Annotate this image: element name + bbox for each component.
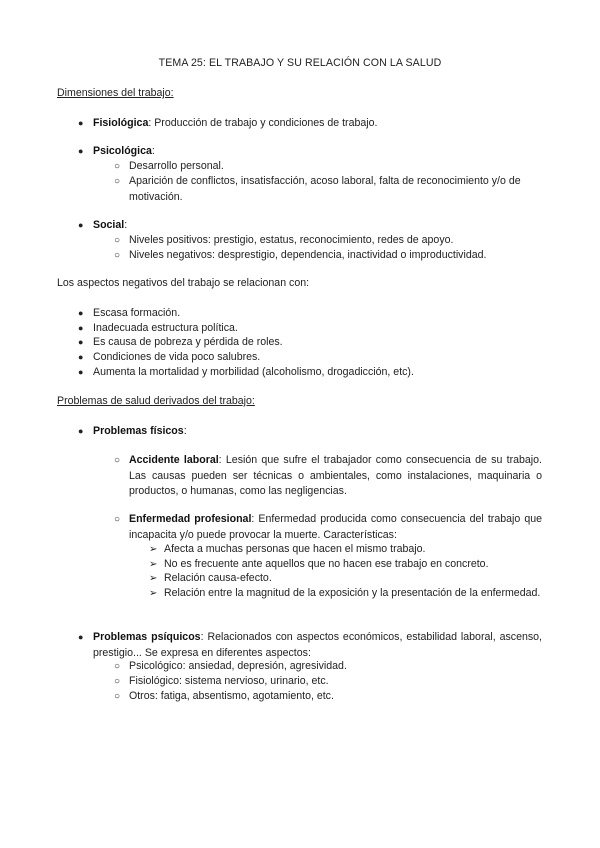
list-item-sub xyxy=(114,233,542,249)
list-item-caracteristica xyxy=(149,542,542,558)
term-label: Problemas psíquicos xyxy=(93,631,201,643)
item-text: Escasa formación. xyxy=(93,307,181,319)
list-item-enfermedad-profesional xyxy=(114,512,542,543)
term-label: Fisiológica xyxy=(93,117,149,129)
list-item xyxy=(78,350,542,366)
negativos-intro: Los aspectos negativos del trabajo se relacionan con: xyxy=(57,277,310,289)
list-item-sub xyxy=(114,174,542,205)
list-item-sub xyxy=(114,248,542,264)
item-text: Es causa de pobreza y pérdida de roles. xyxy=(93,336,283,348)
list-item-sub xyxy=(114,674,542,690)
circle-marker: ○ xyxy=(114,176,121,187)
list-item-accidente-laboral xyxy=(114,453,542,500)
list-item-sub xyxy=(114,159,542,175)
circle-marker: ○ xyxy=(114,250,121,261)
list-item-problemas-fisicos xyxy=(78,424,542,440)
page-title: TEMA 25: EL TRABAJO Y SU RELACIÓN CON LA SALUD xyxy=(158,57,442,69)
item-text: : Lesión que sufre el trabajador como consecuencia de su trabajo. Las causas pueden ser técnicas o ambientales, como instalaciones, maquinaria o productos, o humanas, como las negligencias. xyxy=(129,454,543,497)
item-text: Relación entre la magnitud de la exposición y la presentación de la enfermedad. xyxy=(164,587,541,599)
list-item-caracteristica xyxy=(149,571,542,587)
item-text: : xyxy=(151,145,155,157)
item-text: No es frecuente ante aquellos que no hacen ese trabajo en concreto. xyxy=(164,558,489,570)
item-text: : Relacionados con aspectos económicos, estabilidad laboral, ascenso, prestigio... Se expresa en diferentes aspectos: xyxy=(93,631,542,659)
list-item-caracteristica xyxy=(149,586,542,602)
bullet-marker: ● xyxy=(78,118,84,128)
circle-marker: ○ xyxy=(114,661,121,672)
bullet-marker: ● xyxy=(78,323,84,333)
arrow-marker-icon: ➢ xyxy=(149,588,158,599)
item-text: Niveles positivos: prestigio, estatus, reconocimiento, redes de apoyo. xyxy=(129,234,454,246)
list-item-sub xyxy=(114,659,542,675)
item-text: Aparición de conflictos, insatisfacción, acoso laboral, falta de reconocimiento y/o de motivación. xyxy=(129,175,521,203)
item-text: Fisiológico: sistema nervioso, urinario, etc. xyxy=(129,675,329,687)
arrow-marker-icon: ➢ xyxy=(149,559,158,570)
item-text: Afecta a muchas personas que hacen el mismo trabajo. xyxy=(164,543,426,555)
circle-marker: ○ xyxy=(114,514,121,525)
bullet-marker: ● xyxy=(78,146,84,156)
item-text: : xyxy=(183,425,187,437)
item-text: Otros: fatiga, absentismo, agotamiento, etc. xyxy=(129,690,334,702)
bullet-marker: ● xyxy=(78,337,84,347)
list-item-sub xyxy=(114,689,542,705)
list-item-problemas-psiquicos xyxy=(78,630,542,661)
circle-marker: ○ xyxy=(114,161,121,172)
circle-marker: ○ xyxy=(114,691,121,702)
bullet-marker: ● xyxy=(78,352,84,362)
item-text: Psicológico: ansiedad, depresión, agresividad. xyxy=(129,660,347,672)
circle-marker: ○ xyxy=(114,455,121,466)
term-label: Enfermedad profesional xyxy=(129,513,252,525)
bullet-marker: ● xyxy=(78,367,84,377)
section-heading-problemas: Problemas de salud derivados del trabajo: xyxy=(57,395,255,407)
circle-marker: ○ xyxy=(114,235,121,246)
term-label: Problemas físicos xyxy=(93,425,184,437)
bullet-marker: ● xyxy=(78,632,84,642)
item-text: Condiciones de vida poco salubres. xyxy=(93,351,261,363)
circle-marker: ○ xyxy=(114,676,121,687)
list-item-fisiologica xyxy=(78,116,542,132)
arrow-marker-icon: ➢ xyxy=(149,573,158,584)
list-item xyxy=(78,335,542,351)
term-label: Psicológica xyxy=(93,145,152,157)
bullet-marker: ● xyxy=(78,308,84,318)
item-text: Aumenta la mortalidad y morbilidad (alcoholismo, drogadicción, etc). xyxy=(93,366,414,378)
item-text: : Enfermedad producida como consecuencia del trabajo que incapacita y/o puede provocar la muerte. Características: xyxy=(129,513,543,541)
item-text: Relación causa-efecto. xyxy=(164,572,272,584)
item-text: Desarrollo personal. xyxy=(129,160,224,172)
item-text: : Producción de trabajo y condiciones de trabajo. xyxy=(148,117,378,129)
list-item xyxy=(78,365,542,381)
list-item xyxy=(78,306,542,322)
list-item-social xyxy=(78,218,542,234)
term-label: Accidente laboral xyxy=(129,454,219,466)
arrow-marker-icon: ➢ xyxy=(149,544,158,555)
term-label: Social xyxy=(93,219,125,231)
bullet-marker: ● xyxy=(78,426,84,436)
section-heading-dimensiones: Dimensiones del trabajo: xyxy=(57,87,174,99)
item-text: Niveles negativos: desprestigio, dependencia, inactividad o improductividad. xyxy=(129,249,487,261)
list-item-psicologica xyxy=(78,144,542,160)
item-text: : xyxy=(124,219,128,231)
item-text: Inadecuada estructura política. xyxy=(93,322,238,334)
bullet-marker: ● xyxy=(78,220,84,230)
